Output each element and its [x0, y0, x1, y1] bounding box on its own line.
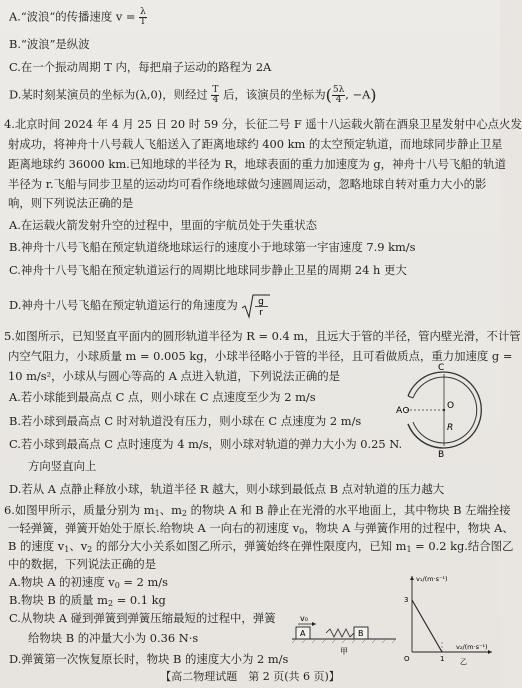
q4-option-b: B.神舟十八号飞船在预定轨道绕地球运行的速度小于地球第一宇宙速度 7.9 km/s	[9, 240, 416, 254]
svg-text:B: B	[358, 629, 364, 638]
q6-figure-jia	[292, 612, 400, 658]
q6-option-c-line-1: C.从物块 A 碰到弹簧到弹簧压缩最短的过程中，弹簧	[9, 611, 276, 625]
q5-option-a: A.若小球能到最高点 C 点，则小球在 C 点速度至少为 2 m/s	[9, 390, 316, 404]
q5-option-d: D.若从 A 点静止释放小球，轨道半径 R 越大，则小球到最低点 B 点对轨道的压力越大	[9, 482, 445, 496]
q6-caption-jia: 甲	[340, 647, 348, 656]
q5-option-c-line-1: C.若小球到最高点 C 点时速度为 4 m/s，则小球对轨道的弹力大小为 0.25 N.	[9, 437, 403, 451]
q4-option-a: A.在运载火箭发射升空的过程中，里面的宇航员处于失重状态	[9, 218, 318, 232]
q5-label-a: A	[396, 406, 403, 416]
q4-stem-line-2: 射成功，将神舟十八号载人飞船送入了距离地球约 400 km 的太空预定轨道，而地球同步静止卫星	[8, 137, 503, 151]
q4-sqrt-denominator: r	[259, 308, 264, 318]
q5-label-c: C	[438, 363, 445, 373]
q4-stem-line-1: 4.北京时间 2024 年 4 月 25 日 20 时 59 分，长征二号 F 遥十八运载火箭在酒泉卫星发射中心点火发	[4, 117, 522, 131]
q5-option-c-line-2: 方向竖直向上	[28, 459, 97, 473]
page-footer: 【高二物理试题 第 2 页(共 6 页)】	[160, 670, 340, 683]
q3-option-d-fraction: $\frac{T}{4}$	[212, 85, 219, 105]
q5-stem-line-2: 内空气阻力，小球质量 m = 0.005 kg，小球半径略小于管的半径，且可看做质点，重力加速度 g =	[8, 349, 513, 363]
q5-option-b: B.若小球到最高点 C 时对轨道没有压力，则小球在 C 点速度为 2 m/s	[9, 414, 362, 428]
q4-option-c: C.神舟十八号飞船在预定轨道运行的周期比地球同步静止卫星的周期 24 h 更大	[9, 263, 407, 277]
q3-option-b: B.“波浪”是纵波	[9, 37, 90, 51]
q5-label-o: O	[447, 401, 455, 411]
q4-stem-line-3: 距离地球约 36000 km.已知地球的半径为 R，地球表面的重力加速度为 g，神舟十八号飞船的轨道	[8, 157, 506, 171]
q6-graph-y-axis-label: v₁/(m·s⁻¹)	[416, 575, 448, 583]
q5-label-r: R	[447, 423, 454, 433]
q5-stem-line-1: 5.如图所示，已知竖直平面内的圆形轨道半径为 R = 0.4 m，且远大于管的半径，管内壁光滑，不计管	[4, 329, 521, 343]
q5-circular-track-figure	[392, 360, 492, 460]
q6-option-c-line-2: 给物块 B 的冲量大小为 0.36 N·s	[28, 631, 199, 645]
q6-graph-origin: O	[404, 655, 410, 663]
q3-option-d: D.某时刻某演员的坐标为(λ,0)，则经过 $\frac{T}{4}$ 后，该演员的坐标为( $\frac{5\lambda}{4}$ , −A)	[9, 85, 377, 105]
q6-option-d: D.弹簧第一次恢复原长时，物块 B 的速度大小为 2 m/s	[9, 652, 289, 666]
q6-spring	[326, 629, 354, 637]
q3-option-a-fraction: $\frac{\lambda}{T}$	[139, 7, 146, 27]
q6-stem-line-4: 中的数据，下列说法正确的是	[8, 557, 157, 571]
q4-sqrt-numerator: g	[258, 297, 265, 307]
q6-graph-x-axis-label: v₂/(m·s⁻¹)	[456, 643, 488, 651]
q4-stem-line-5: 响，则下列说法正确的是	[8, 196, 134, 210]
q6-stem-line-2: 一轻弹簧，弹簧开始处于原长.给物块 A 一向右的初速度 $v_0$，物块 A 与弹簧作用的过程中，物块 A、	[8, 521, 514, 536]
q4-option-d: D.神舟十八号飞船在预定轨道运行的角速度为 g r	[9, 293, 271, 319]
q5-label-b: B	[438, 450, 445, 460]
q6-graph-x-tick: 1	[440, 655, 445, 663]
q6-figure-yi	[398, 572, 496, 666]
q4-option-d-sqrt	[241, 293, 271, 319]
q3-option-a-text: A.“波浪”的传播速度 v =	[9, 9, 136, 24]
q6-option-a: A.物块 A 的初速度 $v_0 = 2$ m/s	[9, 575, 168, 590]
q6-stem-line-3: B 的速度 $v_1$、$v_2$ 的部分大小关系如图乙所示，弹簧始终在弹性限度内，已知 $m_1 = 0.2$ kg.结合图乙	[8, 539, 514, 554]
q6-graph-y-tick: 3	[404, 596, 409, 604]
q6-stem-line-1: 6.如图甲所示，质量分别为 $m_1$、$m_2$ 的物块 A 和 B 静止在光滑的水平地面上，其中物块 B 左端拴接	[4, 503, 511, 518]
q6-graph-line	[412, 600, 442, 652]
q6-label-v0: v₀	[300, 614, 308, 623]
q6-option-b: B.物块 B 的质量 $m_2 = 0.1$ kg	[9, 593, 166, 608]
q3-option-c: C.在一个振动周期 T 内，每把扇子运动的路程为 2A	[9, 60, 272, 74]
q6-caption-yi: 乙	[460, 658, 467, 666]
svg-text:A: A	[300, 629, 306, 638]
q4-stem-line-4: 半径为 r.飞船与同步卫星的运动均可看作绕地球做匀速圆周运动，忽略地球自转对重力大小的影	[8, 177, 487, 191]
q3-option-a	[9, 8, 147, 27]
q5-stem-line-3: 10 m/s²，小球从与圆心等高的 A 点进入轨道，下列说法正确的是	[8, 369, 341, 383]
